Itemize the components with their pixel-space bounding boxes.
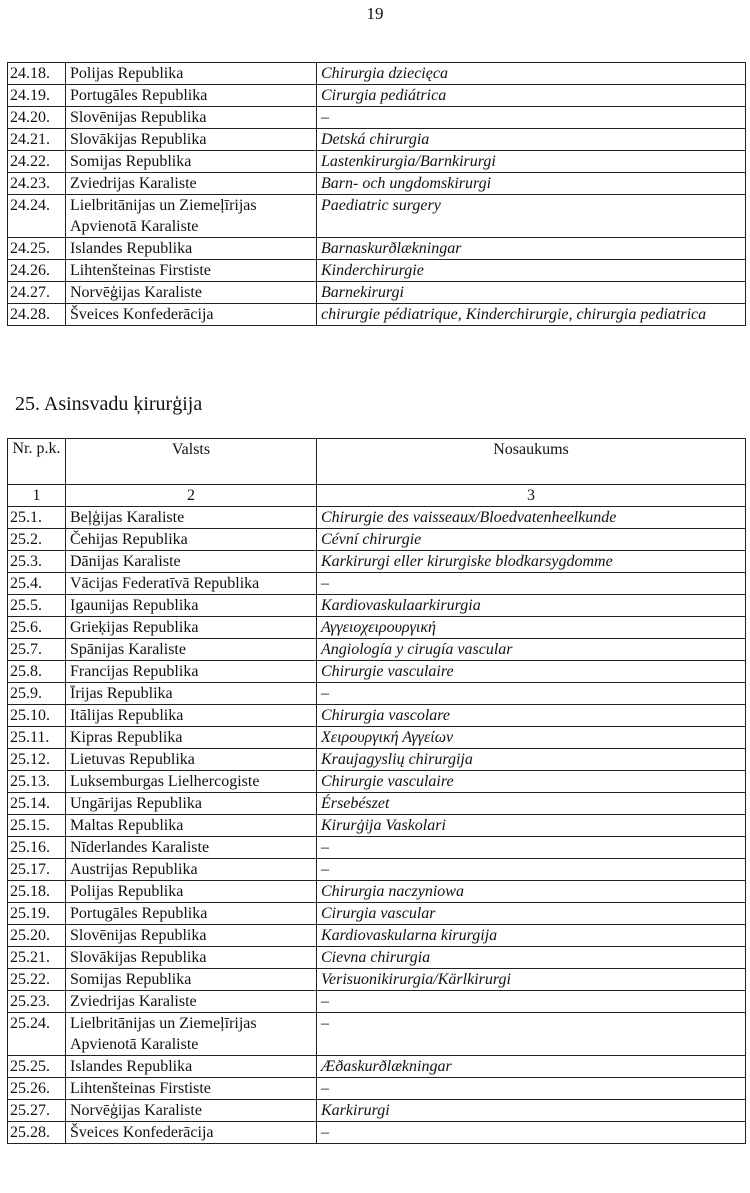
table-row xyxy=(8,1122,746,1144)
table-row xyxy=(8,947,746,969)
country-cell: Maltas Republika xyxy=(66,815,317,837)
row-number: 25.9. xyxy=(8,683,66,705)
row-number: 24.28. xyxy=(8,304,66,326)
table-row xyxy=(8,969,746,991)
table-row xyxy=(8,304,746,326)
table-row xyxy=(8,661,746,683)
table-row xyxy=(8,771,746,793)
table-header xyxy=(8,439,746,507)
country-cell: Somijas Republika xyxy=(66,151,317,173)
table-row xyxy=(8,925,746,947)
row-number: 24.26. xyxy=(8,260,66,282)
row-number: 24.18. xyxy=(8,63,66,85)
row-number: 24.19. xyxy=(8,85,66,107)
row-number: 24.21. xyxy=(8,129,66,151)
specialty-name-cell: – xyxy=(317,991,746,1013)
country-cell: Čehijas Republika xyxy=(66,529,317,551)
row-number: 25.6. xyxy=(8,617,66,639)
country-cell: Islandes Republika xyxy=(66,238,317,260)
row-number: 25.26. xyxy=(8,1078,66,1100)
specialty-name-cell: Angiología y cirugía vascular xyxy=(317,639,746,661)
table-row xyxy=(8,705,746,727)
row-number: 25.20. xyxy=(8,925,66,947)
table-row xyxy=(8,749,746,771)
specialty-name-cell: – xyxy=(317,837,746,859)
specialty-table-25 xyxy=(7,438,746,1144)
row-number: 25.22. xyxy=(8,969,66,991)
specialty-name-cell: Cievna chirurgia xyxy=(317,947,746,969)
country-cell: Austrijas Republika xyxy=(66,859,317,881)
country-cell: Vācijas Federatīvā Republika xyxy=(66,573,317,595)
country-cell: Spānijas Karaliste xyxy=(66,639,317,661)
specialty-name-cell: Kirurġija Vaskolari xyxy=(317,815,746,837)
country-cell: Polijas Republika xyxy=(66,63,317,85)
page-number: 19 xyxy=(366,4,384,23)
specialty-name-cell: Chirurgia vascolare xyxy=(317,705,746,727)
country-cell: Ungārijas Republika xyxy=(66,793,317,815)
country-cell: Beļģijas Karaliste xyxy=(66,507,317,529)
table-body xyxy=(8,507,746,1144)
country-cell: Īrijas Republika xyxy=(66,683,317,705)
row-number: 25.15. xyxy=(8,815,66,837)
table-row xyxy=(8,107,746,129)
section-heading: 25. Asinsvadu ķirurģija xyxy=(15,393,203,415)
header-name: Nosaukums xyxy=(317,439,746,485)
specialty-name-cell: Karkirurgi eller kirurgiske blodkarsygdomme xyxy=(317,551,746,573)
row-number: 24.23. xyxy=(8,173,66,195)
specialty-name-cell: Verisuonikirurgia/Kärlkirurgi xyxy=(317,969,746,991)
row-number: 25.5. xyxy=(8,595,66,617)
specialty-name-cell: – xyxy=(317,1078,746,1100)
country-cell: Portugāles Republika xyxy=(66,85,317,107)
country-cell: Somijas Republika xyxy=(66,969,317,991)
country-cell: Lihtenšteinas Firstiste xyxy=(66,260,317,282)
row-number: 24.25. xyxy=(8,238,66,260)
row-number: 25.18. xyxy=(8,881,66,903)
specialty-table-24-continued xyxy=(7,62,746,326)
table-row xyxy=(8,903,746,925)
country-cell: Lietuvas Republika xyxy=(66,749,317,771)
specialty-name-cell: Barnekirurgi xyxy=(317,282,746,304)
specialty-name-cell: Chirurgia dziecięca xyxy=(317,63,746,85)
table-body xyxy=(8,63,746,326)
row-number: 25.11. xyxy=(8,727,66,749)
table-row xyxy=(8,859,746,881)
specialty-name-cell: – xyxy=(317,573,746,595)
row-number: 25.28. xyxy=(8,1122,66,1144)
country-cell: Zviedrijas Karaliste xyxy=(66,991,317,1013)
row-number: 25.3. xyxy=(8,551,66,573)
specialty-name-cell: – xyxy=(317,1122,746,1144)
specialty-name-cell: Αγγειοχειρουργική xyxy=(317,617,746,639)
row-number: 25.25. xyxy=(8,1056,66,1078)
header-country: Valsts xyxy=(66,439,317,485)
table-row xyxy=(8,617,746,639)
table-row xyxy=(8,573,746,595)
country-cell: Nīderlandes Karaliste xyxy=(66,837,317,859)
row-number: 25.7. xyxy=(8,639,66,661)
table-row xyxy=(8,595,746,617)
country-cell: Norvēģijas Karaliste xyxy=(66,282,317,304)
specialty-name-cell: Érsebészet xyxy=(317,793,746,815)
specialty-name-cell: Kardiovaskulaarkirurgia xyxy=(317,595,746,617)
row-number: 25.1. xyxy=(8,507,66,529)
country-cell: Slovēnijas Republika xyxy=(66,925,317,947)
country-cell: Portugāles Republika xyxy=(66,903,317,925)
country-cell: Igaunijas Republika xyxy=(66,595,317,617)
country-cell: Polijas Republika xyxy=(66,881,317,903)
specialty-name-cell: Cirurgia vascular xyxy=(317,903,746,925)
country-cell: Grieķijas Republika xyxy=(66,617,317,639)
table-row xyxy=(8,793,746,815)
table-row xyxy=(8,238,746,260)
country-cell: Norvēģijas Karaliste xyxy=(66,1100,317,1122)
table-row xyxy=(8,173,746,195)
specialty-name-cell: Cirurgia pediátrica xyxy=(317,85,746,107)
table-row xyxy=(8,507,746,529)
table-row xyxy=(8,85,746,107)
table-row xyxy=(8,1100,746,1122)
header-nr: Nr. p.k. xyxy=(8,439,66,485)
table-row xyxy=(8,837,746,859)
country-cell: Lihtenšteinas Firstiste xyxy=(66,1078,317,1100)
specialty-name-cell: Barnaskurðlækningar xyxy=(317,238,746,260)
row-number: 25.23. xyxy=(8,991,66,1013)
table-row xyxy=(8,639,746,661)
table-row xyxy=(8,551,746,573)
table-row xyxy=(8,1013,746,1056)
row-number: 25.2. xyxy=(8,529,66,551)
country-cell: Šveices Konfederācija xyxy=(66,304,317,326)
table-row xyxy=(8,881,746,903)
specialty-name-cell: chirurgie pédiatrique, Kinderchirurgie, chirurgia pediatrica xyxy=(317,304,746,326)
country-cell: Kipras Republika xyxy=(66,727,317,749)
row-number: 25.17. xyxy=(8,859,66,881)
row-number: 24.20. xyxy=(8,107,66,129)
country-cell: Slovākijas Republika xyxy=(66,129,317,151)
country-cell: Itālijas Republika xyxy=(66,705,317,727)
specialty-name-cell: Chirurgie des vaisseaux/Bloedvatenheelkunde xyxy=(317,507,746,529)
row-number: 25.13. xyxy=(8,771,66,793)
country-cell: Luksemburgas Lielhercogiste xyxy=(66,771,317,793)
table-row xyxy=(8,195,746,238)
specialty-name-cell: – xyxy=(317,107,746,129)
specialty-name-cell: Chirurgie vasculaire xyxy=(317,771,746,793)
table-row xyxy=(8,129,746,151)
table-row xyxy=(8,815,746,837)
row-number: 25.27. xyxy=(8,1100,66,1122)
specialty-name-cell: Chirurgie vasculaire xyxy=(317,661,746,683)
table-row xyxy=(8,1056,746,1078)
specialty-name-cell: Chirurgia naczyniowa xyxy=(317,881,746,903)
specialty-name-cell: – xyxy=(317,1013,746,1056)
table-row xyxy=(8,529,746,551)
table-row xyxy=(8,260,746,282)
table-row xyxy=(8,683,746,705)
row-number: 25.8. xyxy=(8,661,66,683)
country-cell: Slovākijas Republika xyxy=(66,947,317,969)
country-cell: Zviedrijas Karaliste xyxy=(66,173,317,195)
table-row xyxy=(8,282,746,304)
specialty-name-cell: Kinderchirurgie xyxy=(317,260,746,282)
country-cell: Lielbritānijas un Ziemeļīrijas Apvienotā Karaliste xyxy=(66,1013,317,1056)
column-number: 1 xyxy=(8,485,66,507)
column-number: 2 xyxy=(66,485,317,507)
table-row xyxy=(8,151,746,173)
row-number: 25.10. xyxy=(8,705,66,727)
specialty-name-cell: Cévní chirurgie xyxy=(317,529,746,551)
country-cell: Lielbritānijas un Ziemeļīrijas Apvienotā Karaliste xyxy=(66,195,317,238)
specialty-name-cell: Karkirurgi xyxy=(317,1100,746,1122)
row-number: 25.19. xyxy=(8,903,66,925)
row-number: 25.24. xyxy=(8,1013,66,1056)
specialty-name-cell: Kraujagyslių chirurgija xyxy=(317,749,746,771)
row-number: 25.12. xyxy=(8,749,66,771)
specialty-name-cell: Paediatric surgery xyxy=(317,195,746,238)
column-number: 3 xyxy=(317,485,746,507)
specialty-name-cell: – xyxy=(317,859,746,881)
specialty-name-cell: Barn- och ungdomskirurgi xyxy=(317,173,746,195)
country-cell: Šveices Konfederācija xyxy=(66,1122,317,1144)
row-number: 25.4. xyxy=(8,573,66,595)
row-number: 24.22. xyxy=(8,151,66,173)
specialty-name-cell: Lastenkirurgia/Barnkirurgi xyxy=(317,151,746,173)
row-number: 24.24. xyxy=(8,195,66,238)
table-row xyxy=(8,991,746,1013)
country-cell: Islandes Republika xyxy=(66,1056,317,1078)
row-number: 25.16. xyxy=(8,837,66,859)
table-row xyxy=(8,727,746,749)
row-number: 25.14. xyxy=(8,793,66,815)
specialty-name-cell: Æðaskurðlækningar xyxy=(317,1056,746,1078)
specialty-name-cell: Χειρουργική Αγγείων xyxy=(317,727,746,749)
country-cell: Slovēnijas Republika xyxy=(66,107,317,129)
table-row xyxy=(8,1078,746,1100)
row-number: 24.27. xyxy=(8,282,66,304)
table-row xyxy=(8,63,746,85)
row-number: 25.21. xyxy=(8,947,66,969)
specialty-name-cell: – xyxy=(317,683,746,705)
country-cell: Francijas Republika xyxy=(66,661,317,683)
specialty-name-cell: Kardiovaskularna kirurgija xyxy=(317,925,746,947)
country-cell: Dānijas Karaliste xyxy=(66,551,317,573)
specialty-name-cell: Detská chirurgia xyxy=(317,129,746,151)
